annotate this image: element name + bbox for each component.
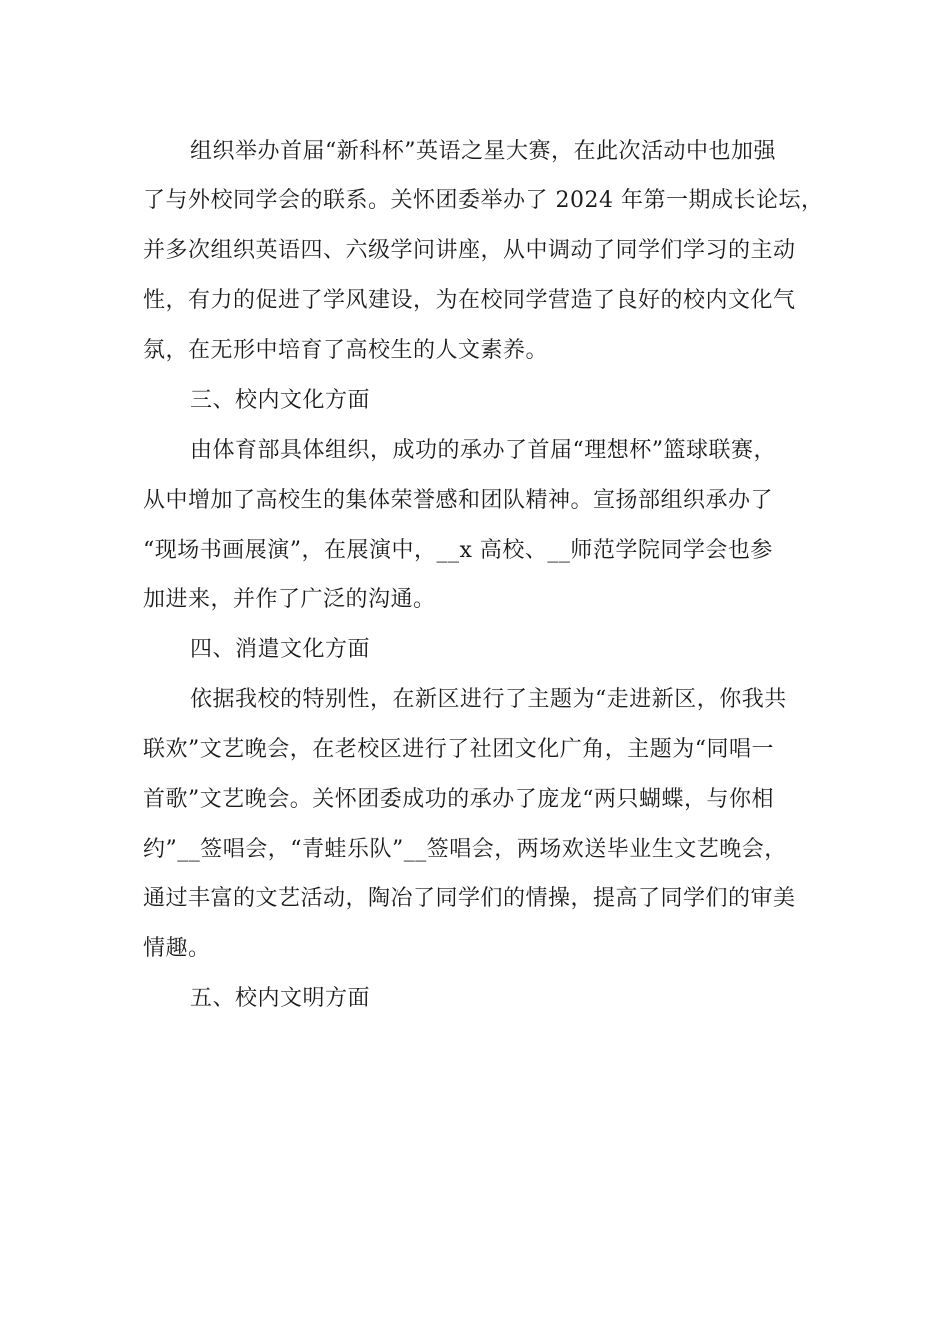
section-heading-4: 四、消遣文化方面	[190, 637, 371, 662]
paragraph-2-line-3: “现场书画展演”，在展演中，__x 高校、__师范学院同学会也参	[143, 538, 773, 563]
paragraph-2-line-2: 从中增加了高校生的集体荣誉感和团队精神。宣扬部组织承办了	[143, 488, 774, 513]
section-heading-5: 五、校内文明方面	[190, 986, 371, 1011]
paragraph-2-line-1: 由体育部具体组织，成功的承办了首届“理想杯”篮球联赛，	[190, 438, 776, 463]
paragraph-1-line-5: 氛，在无形中培育了高校生的人文素养。	[143, 338, 549, 363]
paragraph-1-line-2: 了与外校同学会的联系。关怀团委举办了 2024 年第一期成长论坛，	[143, 188, 824, 213]
paragraph-3-line-4: 约”__签唱会，“青蛙乐队”__签唱会，两场欢送毕业生文艺晚会，	[143, 837, 787, 862]
paragraph-3-line-2: 联欢”文艺晚会，在老校区进行了社团文化广角，主题为“同唱一	[143, 737, 774, 762]
paragraph-3-line-1: 依据我校的特别性，在新区进行了主题为“走进新区，你我共	[190, 687, 787, 712]
section-heading-3: 三、校内文化方面	[190, 388, 371, 413]
paragraph-1-line-1: 组织举办首届“新科杯”英语之星大赛，在此次活动中也加强	[190, 139, 776, 164]
paragraph-1-line-4: 性，有力的促进了学风建设，为在校同学营造了良好的校内文化气	[143, 288, 796, 313]
paragraph-1-line-3: 并多次组织英语四、六级学问讲座，从中调动了同学们学习的主动	[143, 238, 796, 263]
paragraph-2-line-4: 加进来，并作了广泛的沟通。	[143, 587, 436, 612]
paragraph-3-line-3: 首歌”文艺晚会。关怀团委成功的承办了庞龙“两只蝴蝶，与你相	[143, 787, 774, 812]
paragraph-3-line-5: 通过丰富的文艺活动，陶冶了同学们的情操，提高了同学们的审美	[143, 886, 796, 911]
paragraph-3-line-6: 情趣。	[143, 936, 211, 961]
